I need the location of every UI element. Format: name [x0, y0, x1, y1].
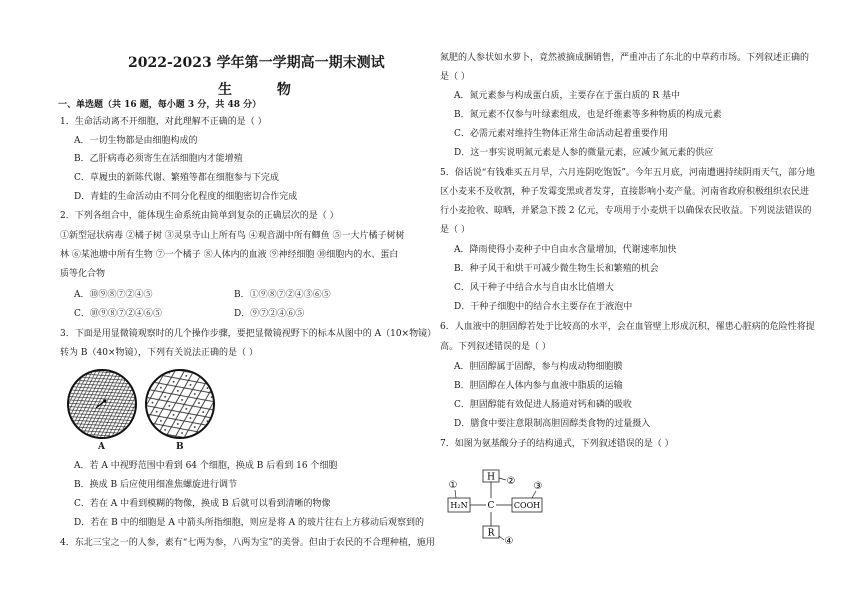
- q6-stem-line1: 6．人血液中的胆固醇若处于比较高的水平，会在血管壁上形成沉积，罹患心脏病的危险性将提: [440, 322, 815, 332]
- q5-option-b: B．种子风干和烘干可减少微生物生长和繁殖的机会: [454, 264, 659, 274]
- q4-stem-line2: 氮肥的人参状如水萝卜，竟然被摘成捆销售，严重冲击了东北的中草药市场。下列叙述正确的: [440, 53, 810, 63]
- q5-option-a: A．降雨使得小麦种子中自由水含量增加，代谢速率加快: [454, 245, 677, 255]
- q6-option-d: D．膳食中要注意限制高胆固醇类食物的过量摄入: [454, 419, 651, 429]
- section-heading: 一、单选题（共 16 题，每小题 3 分，共 48 分）: [58, 100, 262, 110]
- q5-stem-line4: 是（ ）: [440, 225, 470, 235]
- q5-option-d: D．干种子细胞中的结合水主要存在于液泡中: [454, 302, 633, 312]
- q4-option-b: B．氮元素不仅参与叶绿素组成，也是纤维素等多种物质的构成元素: [454, 110, 722, 120]
- q7-stem: 7．如图为氨基酸分子的结构通式，下列叙述错误的是（ ）: [440, 439, 674, 449]
- amino-marker-2: ②: [506, 476, 516, 487]
- amino-acid-structure-diagram: [440, 466, 570, 548]
- q1-option-d: D．青蛙的生命活动由不同分化程度的细胞密切合作完成: [74, 192, 298, 202]
- q1-option-c: C．草履虫的新陈代谢、繁殖等都在细胞参与下完成: [74, 173, 279, 183]
- q2-items-line1: ①新型冠状病毒 ②橘子树 ③灵泉寺山上所有鸟 ④观音湖中所有鲫鱼 ⑤一大片橘子树树: [60, 231, 405, 241]
- amino-c-label: C: [487, 501, 495, 511]
- q2-option-d: D．⑨⑦②④⑥⑤: [234, 309, 305, 319]
- q4-option-c: C．必需元素对维持生物体正常生命活动起着重要作用: [454, 129, 668, 139]
- exam-subject: 生 物: [218, 82, 311, 98]
- figure-a-label: A: [98, 442, 105, 452]
- amino-marker-4: ④: [504, 536, 514, 547]
- q3-option-c: C．若在 A 中看到模糊的物像，换成 B 后就可以看到清晰的物像: [74, 499, 331, 509]
- q5-stem-line1: 5．俗话说“有钱难买五月旱，六月连阴吃饱饭”。今年五月底，河南遭遇持续阴雨天气，部分地: [440, 168, 815, 178]
- q3-option-a: A．若 A 中视野范围中看到 64 个细胞，换成 B 后看到 16 个细胞: [74, 461, 338, 471]
- q5-stem-line3: 行小麦抢收、晾晒，并紧急下拨 2 亿元，专项用于小麦烘干以确保农民收益。下列说法错误的: [440, 206, 812, 216]
- amino-h-label: H: [487, 472, 495, 483]
- q6-option-b: B．胆固醇在人体内参与血液中脂质的运输: [454, 381, 623, 391]
- amino-marker-3: ③: [533, 481, 543, 492]
- q3-option-d: D．若在 B 中的细胞是 A 中箭头所指细胞，则应是将 A 的玻片往右上方移动后观察到的: [74, 518, 424, 528]
- amino-marker-1: ①: [448, 480, 458, 491]
- q1-option-a: A．一切生物都是由细胞构成的: [74, 136, 198, 146]
- microscope-view-b: [144, 368, 216, 440]
- q2-option-b: B．①⑨⑧⑦②④③⑥⑤: [234, 290, 331, 300]
- q2-option-a: A．⑩⑨⑧⑦②④⑤: [74, 290, 153, 300]
- q2-items-line3: 质等化合物: [60, 269, 106, 279]
- q2-items-line2: 林 ⑥某池塘中所有生物 ⑦一个橘子 ⑧人体内的血液 ⑨神经细胞 ⑩细胞内的水、蛋白: [60, 250, 399, 260]
- amino-r-label: R: [487, 528, 495, 539]
- q3-option-b: B．换成 B 后应使用细准焦螺旋进行调节: [74, 480, 237, 490]
- microscope-view-a: [66, 368, 138, 440]
- q3-stem-line1: 3．下面是用显微镜观察时的几个操作步骤，要把显微镜视野下的标本从图中的 A（10×物镜）: [60, 329, 437, 339]
- exam-title: 2022-2023 学年第一学期高一期末测试: [128, 55, 385, 71]
- q6-stem-line2: 高。下列叙述错误的是（ ）: [440, 342, 551, 352]
- q6-option-a: A．胆固醇属于固醇，参与构成动物细胞膜: [454, 362, 623, 372]
- q2-option-c: C．⑩⑨⑧⑦②④⑥⑤: [74, 309, 162, 319]
- q4-option-d: D．这一事实说明氮元素是人参的微量元素，应减少氮元素的供应: [454, 148, 714, 158]
- q6-option-c: C．胆固醇能有效促进人肠道对钙和磷的吸收: [454, 400, 632, 410]
- q2-stem: 2．下列各组合中，能体现生命系统由简单到复杂的正确层次的是（ ）: [60, 211, 339, 221]
- q4-stem-line1: 4．东北三宝之一的人参，素有“七两为参，八两为宝”的美誉。但由于农民的不合理种植，施用: [60, 538, 435, 548]
- q1-option-b: B．乙肝病毒必须寄生在活细胞内才能增殖: [74, 154, 243, 164]
- q1-stem: 1．生命活动离不开细胞，对此理解不正确的是（ ）: [60, 117, 267, 127]
- q5-option-c: C．风干种子中结合水与自由水比值增大: [454, 283, 614, 293]
- figure-b-label: B: [176, 442, 184, 452]
- amino-cooh-label: COOH: [513, 501, 541, 510]
- q4-stem-line3: 是（ ）: [440, 72, 470, 82]
- q5-stem-line2: 区小麦来不及收割，种子发霉变黑或者发芽，直接影响小麦产量。河南省政府积极组织农民进: [440, 187, 810, 197]
- q3-stem-line2: 转为 B（40×物镜），下列有关说法正确的是（ ）: [60, 348, 258, 358]
- amino-h2n-label: H₂N: [450, 501, 468, 510]
- q4-option-a: A．氮元素参与构成蛋白质，主要存在于蛋白质的 R 基中: [454, 91, 680, 101]
